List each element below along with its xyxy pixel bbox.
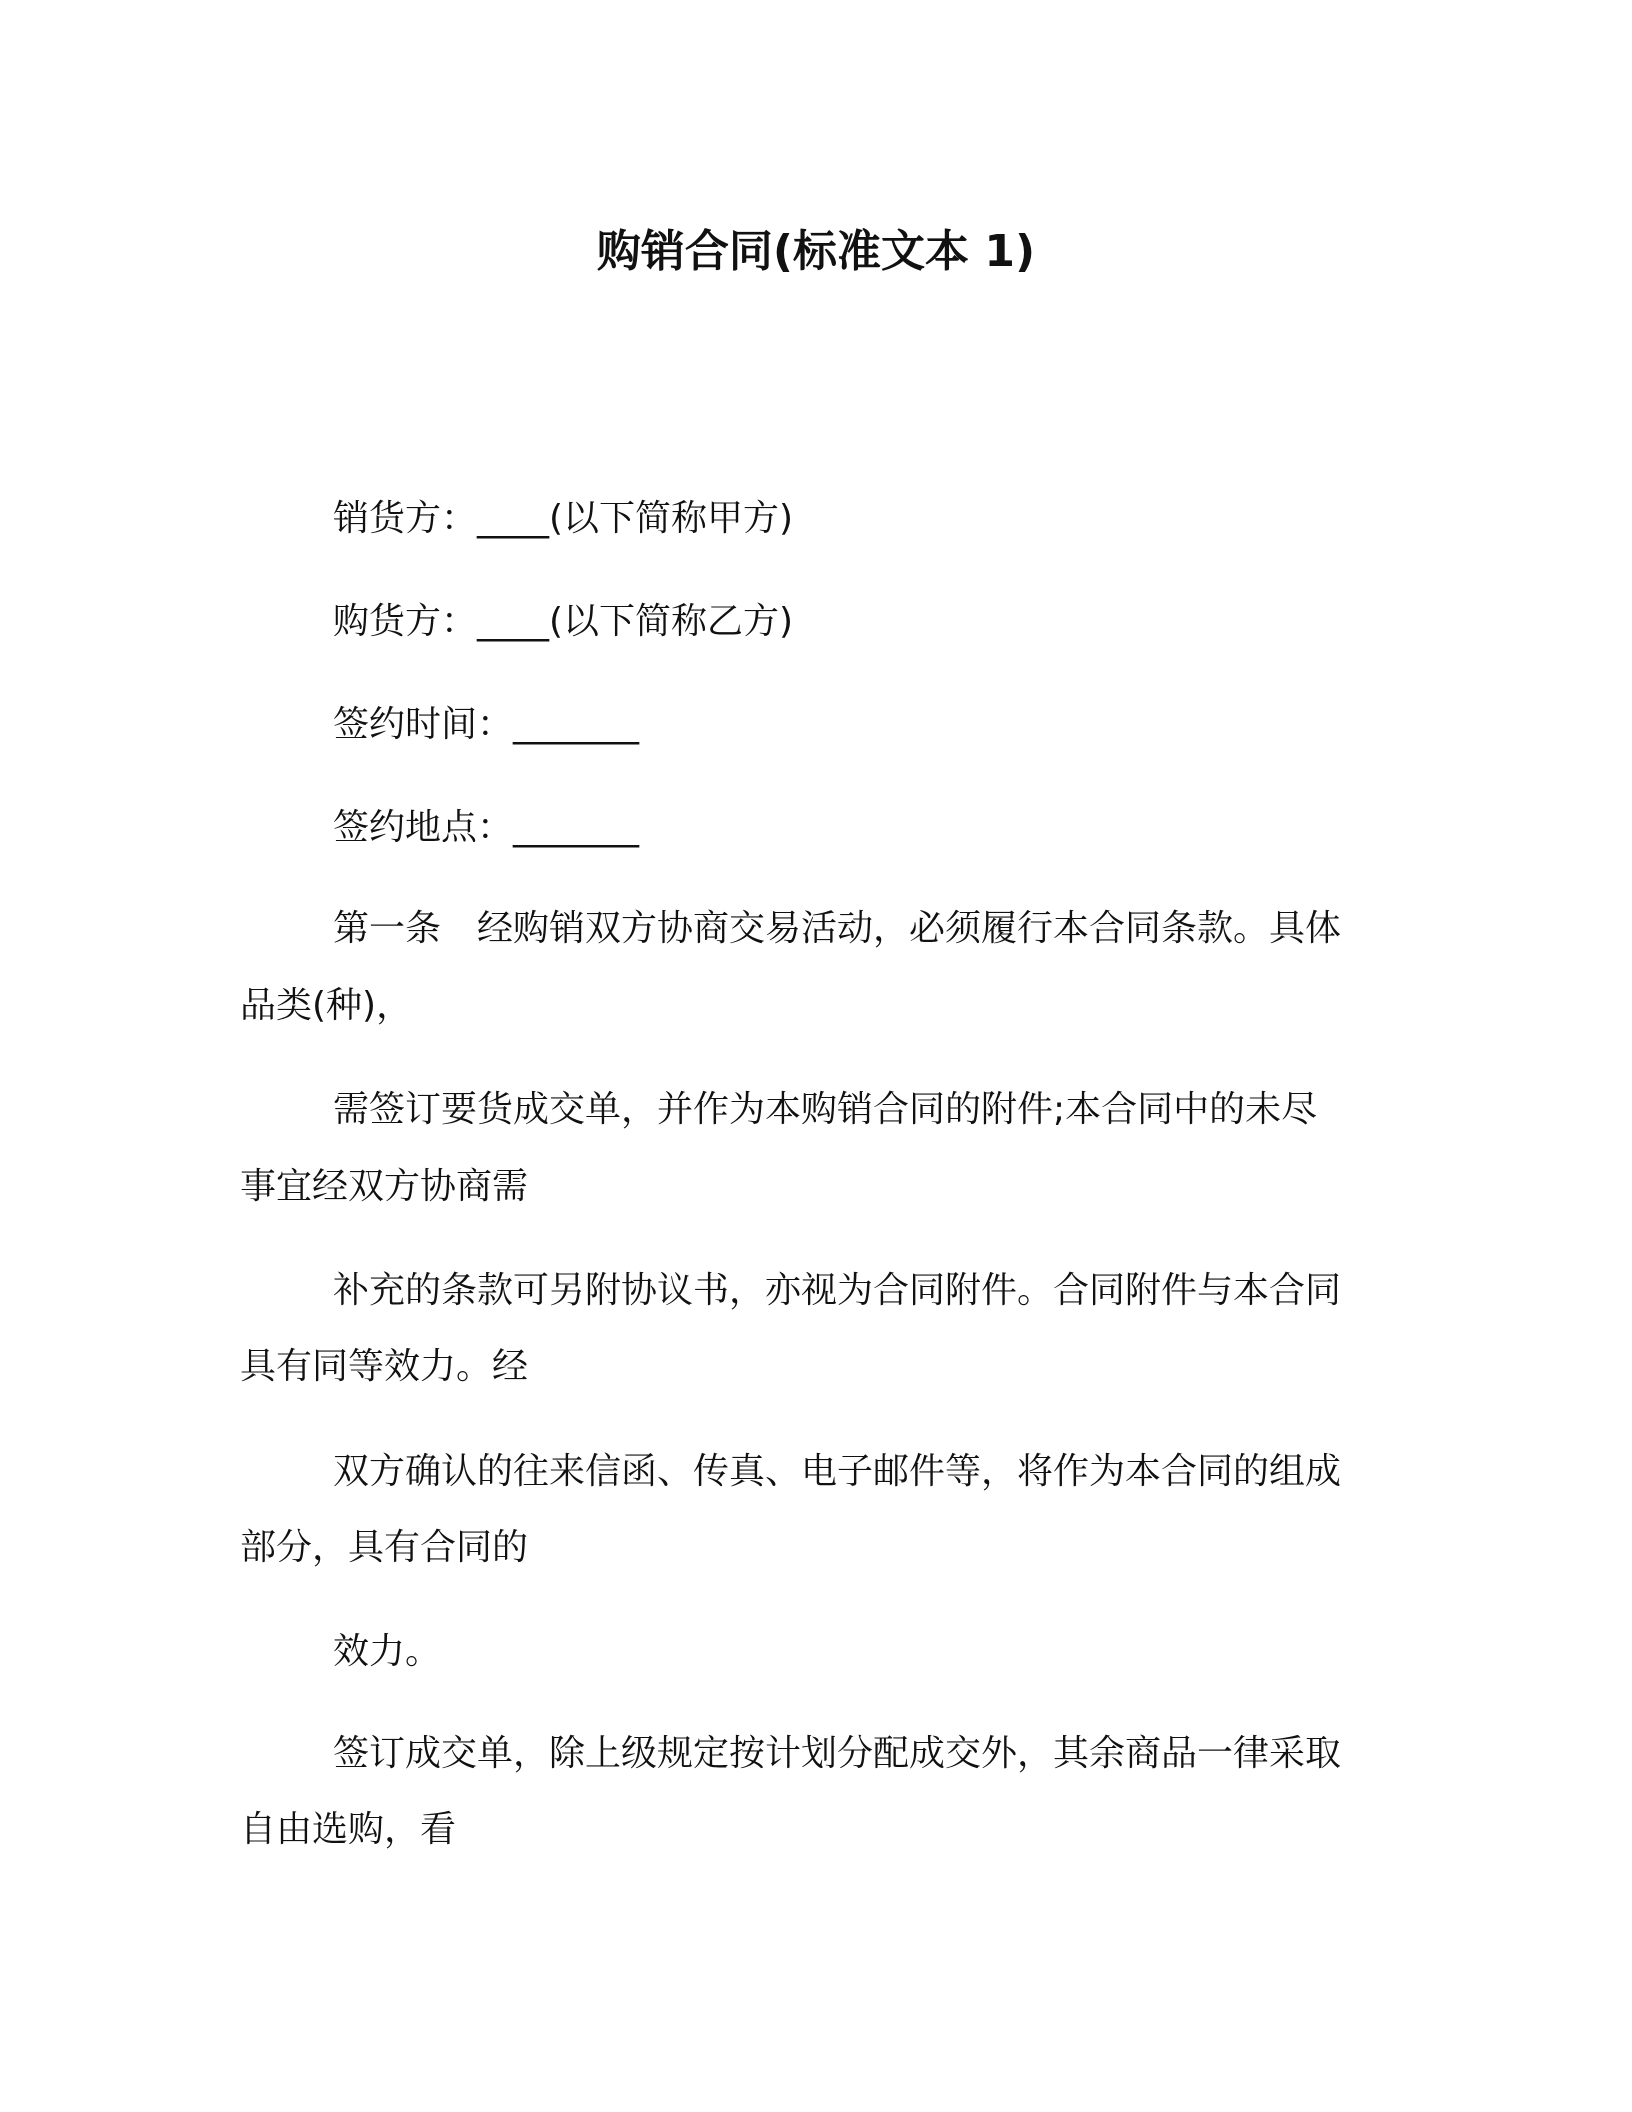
- paragraph-3-line-1: 补充的条款可另附协议书，亦视为合同附件。合同附件与本合同: [333, 1270, 1342, 1311]
- signing-place-field: 签约地点：_______: [333, 807, 640, 848]
- paragraph-1-line-1: 第一条 经购销双方协商交易活动，必须履行本合同条款。具体: [333, 908, 1342, 949]
- document-title: 购销合同(标准文本 1): [596, 226, 1036, 277]
- signing-time-field: 签约时间：_______: [333, 704, 640, 745]
- paragraph-4-line-2: 部分，具有合同的: [240, 1527, 529, 1568]
- seller-field: 销货方：____(以下简称甲方): [333, 498, 794, 539]
- buyer-field: 购货方：____(以下简称乙方): [333, 601, 794, 642]
- paragraph-2-line-1: 需签订要货成交单，并作为本购销合同的附件;本合同中的未尽: [333, 1089, 1318, 1130]
- paragraph-3-line-2: 具有同等效力。经: [240, 1346, 529, 1387]
- paragraph-6-line-1: 签订成交单，除上级规定按计划分配成交外，其余商品一律采取: [333, 1733, 1342, 1774]
- paragraph-5-line-1: 效力。: [333, 1631, 442, 1672]
- paragraph-1-line-2: 品类(种)，: [240, 985, 413, 1026]
- paragraph-6-line-2: 自由选购，看: [240, 1809, 457, 1850]
- paragraph-4-line-1: 双方确认的往来信函、传真、电子邮件等，将作为本合同的组成: [333, 1451, 1342, 1492]
- paragraph-2-line-2: 事宜经双方协商需: [240, 1166, 529, 1207]
